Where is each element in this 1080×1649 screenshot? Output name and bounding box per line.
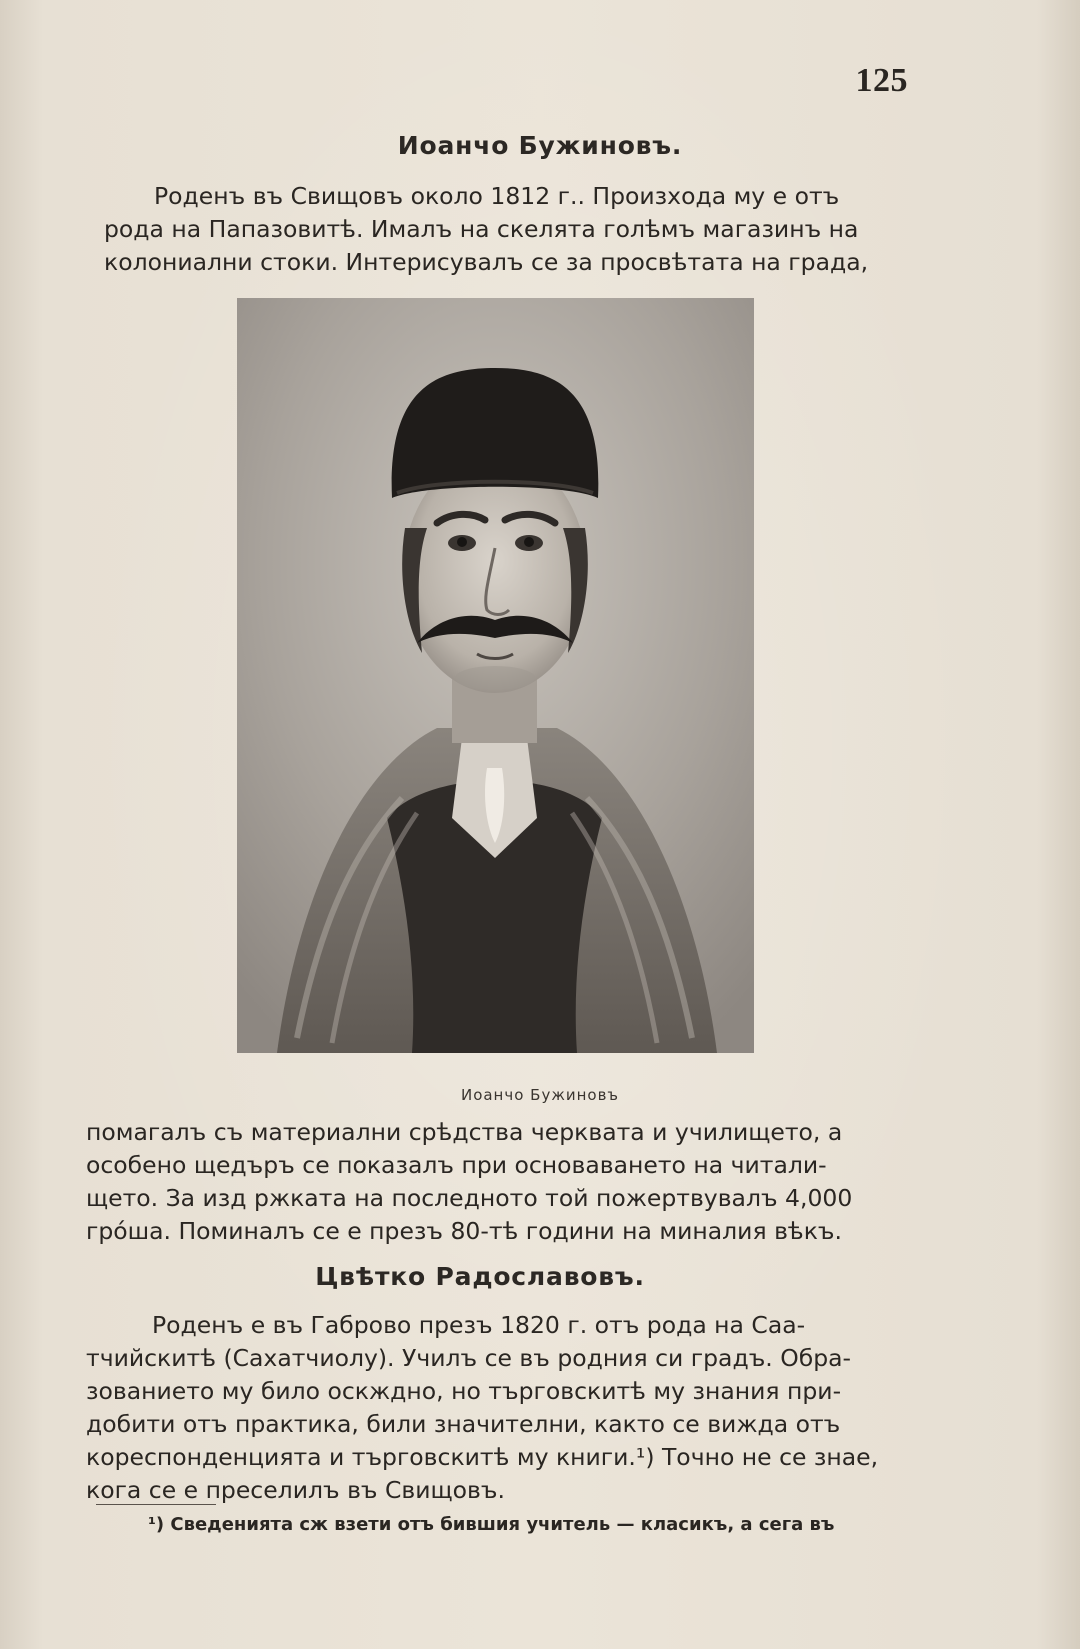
text-line: рода на Папазовитѣ. Ималъ на скелята голѣмъ магазинъ на [104, 215, 859, 243]
text-line: зованието му било оскждно, но търговскитѣ му знания при- [86, 1377, 842, 1405]
text-line: помагалъ съ материални срѣдства черквата и училището, а [86, 1118, 843, 1146]
paragraph-buzhinov-continued [86, 1116, 910, 1248]
text-line: колониални стоки. Интерисувалъ се за просвѣтата на града, [104, 248, 869, 276]
portrait-caption: Иоанчо Бужиновъ [460, 1086, 620, 1104]
section-heading-radoslavov: Цвѣтко Радославовъ. [315, 1262, 645, 1291]
paragraph-radoslavov [86, 1309, 910, 1507]
text-line: добити отъ практика, били значителни, както се вижда отъ [86, 1410, 841, 1438]
page-number: 125 [855, 62, 908, 99]
text-line: грóша. Поминалъ се е презъ 80-тѣ години на миналия вѣкъ. [86, 1217, 842, 1245]
footnote: ¹) Сведенията сж взети отъ бившия учитель — класикъ, а сега въ [148, 1514, 835, 1535]
portrait-photo [237, 298, 754, 1053]
paragraph-buzhinov-intro [104, 180, 910, 279]
text-line: тчийскитѣ (Сахатчиолу). Училъ се въ родния си градъ. Обра- [86, 1344, 852, 1372]
section-heading-buzhinov: Иоанчо Бужиновъ. [397, 131, 683, 160]
text-line: Роденъ въ Свищовъ около 1812 г.. Произхода му е отъ [154, 182, 840, 210]
text-line: особено щедъръ се показалъ при основаването на читали- [86, 1151, 827, 1179]
text-line: кога се е преселилъ въ Свищовъ. [86, 1476, 505, 1504]
text-line: Роденъ е въ Габрово презъ 1820 г. отъ рода на Саа- [152, 1311, 806, 1339]
text-line: кореспонденцията и търговскитѣ му книги.¹) Точно не се знае, [86, 1443, 879, 1471]
text-line: щето. За изд ржката на последното той пожертвувалъ 4,000 [86, 1184, 853, 1212]
portrait-illustration [237, 298, 754, 1053]
footnote-rule [96, 1504, 216, 1505]
